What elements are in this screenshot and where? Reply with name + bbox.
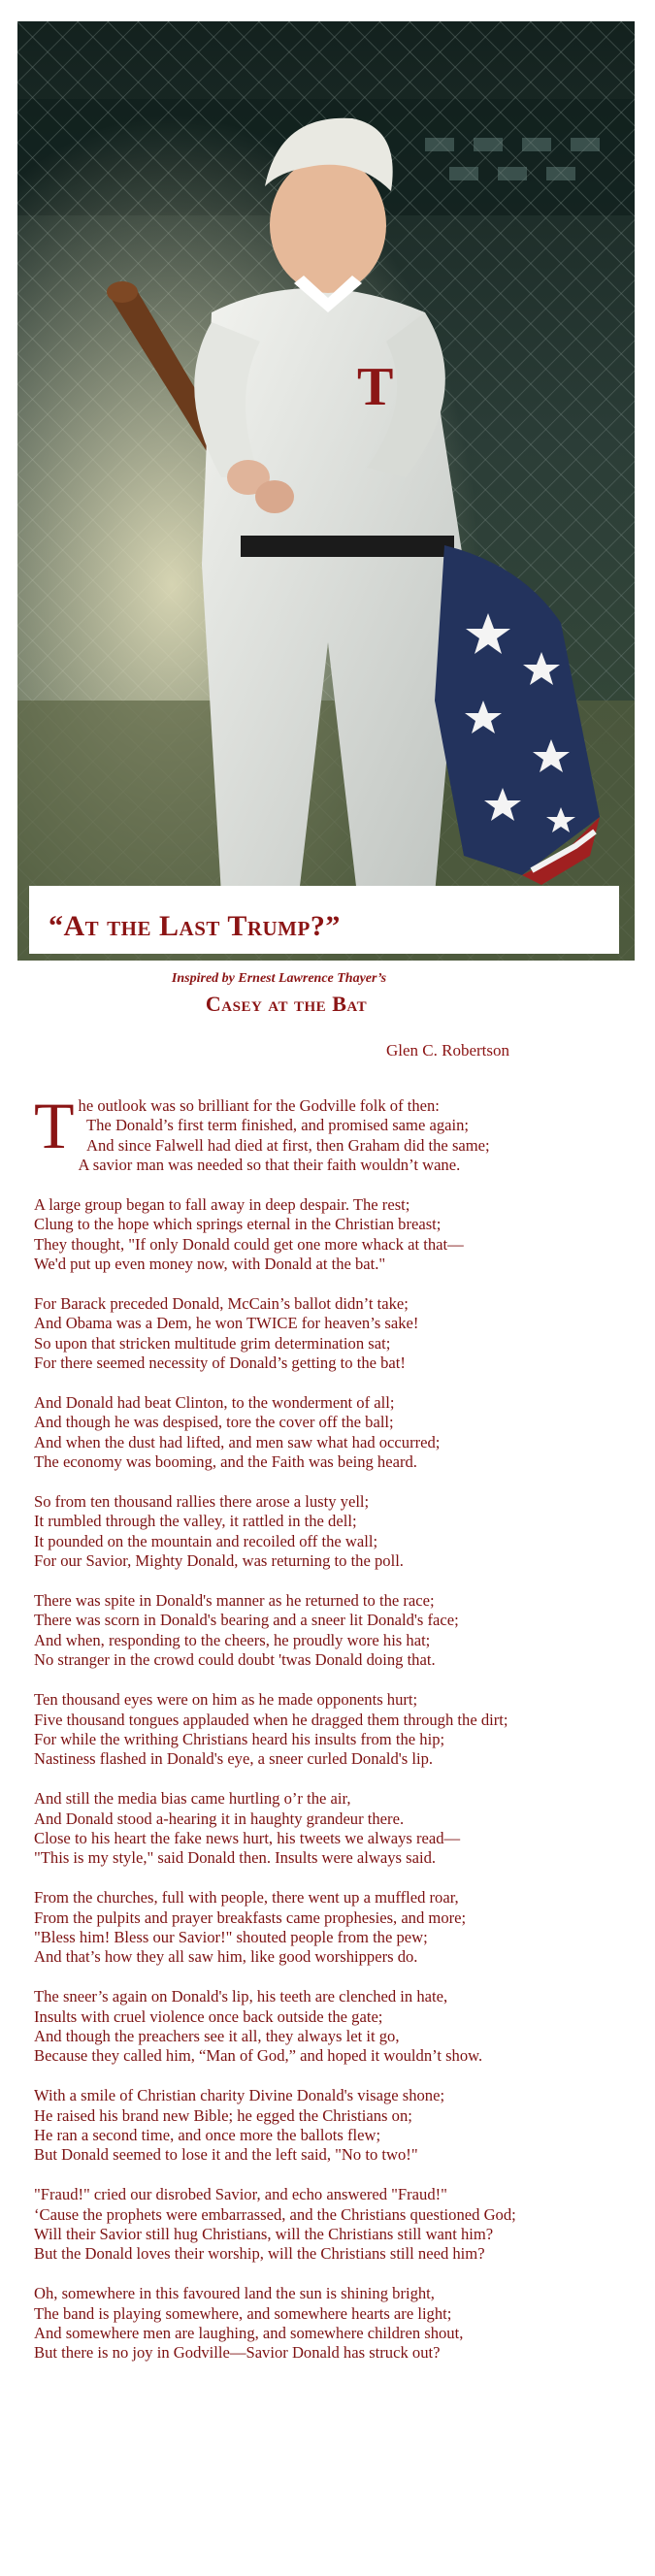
- poem-line: And Donald had beat Clinton, to the wonderment of all;: [34, 1393, 395, 1413]
- page-title: “At the Last Trump?”: [49, 910, 341, 942]
- hero-illustration: [17, 21, 635, 961]
- poem-line: And Donald stood a-hearing it in haughty grandeur there.: [34, 1809, 405, 1828]
- poem-line: And though he was despised, tore the cover off the ball;: [34, 1413, 394, 1432]
- poem-line: The economy was booming, and the Faith was being heard.: [34, 1452, 417, 1472]
- poem-line: "Bless him! Bless our Savior!" shouted people from the pew;: [34, 1927, 428, 1946]
- poem-line: And when, responding to the cheers, he proudly wore his hat;: [34, 1630, 431, 1649]
- poem-line: From the pulpits and prayer breakfasts came prophesies, and more;: [34, 1908, 467, 1927]
- poem-line: And since Falwell had died at first, then Graham did the same;: [86, 1135, 490, 1155]
- poem-stanza: [34, 1195, 631, 1275]
- poem-line: For there seemed necessity of Donald’s getting to the bat!: [34, 1353, 406, 1373]
- poem-line: For while the writhing Christians heard his insults from the hip;: [34, 1729, 445, 1748]
- poem-line: And Obama was a Dem, he won TWICE for heaven’s sake!: [34, 1314, 419, 1333]
- poem-line: Nastiness flashed in Donald's eye, a sneer curled Donald's lip.: [34, 1749, 434, 1769]
- poem-stanza: [34, 2284, 631, 2364]
- poem-line: Because they called him, “Man of God,” and hoped it wouldn’t show.: [34, 2046, 483, 2066]
- monogram-icon: T: [357, 357, 394, 417]
- poem-line: The sneer’s again on Donald's lip, his teeth are clenched in hate,: [34, 1987, 448, 2006]
- poem-stanza: [34, 1492, 631, 1572]
- poem-line: So from ten thousand rallies there arose a lusty yell;: [34, 1492, 370, 1512]
- poem-line: And though the preachers see it all, they always let it go,: [34, 2026, 400, 2045]
- poem-line: Close to his heart the fake news hurt, his tweets we always read—: [34, 1828, 461, 1847]
- poem-line: There was spite in Donald's manner as he returned to the race;: [34, 1591, 435, 1611]
- poem-stanza: [34, 1393, 631, 1473]
- poem-line: "Fraud!" cried our disrobed Savior, and echo answered "Fraud!": [34, 2185, 447, 2204]
- poem-stanza: [34, 1591, 631, 1671]
- inspired-by-line: Inspired by Ernest Lawrence Thayer’s: [171, 971, 387, 986]
- poem-line: For Barack preceded Donald, McCain’s ballot didn’t take;: [34, 1294, 409, 1314]
- poem-line: For our Savior, Mighty Donald, was returning to the poll.: [34, 1551, 404, 1571]
- poem-line: From the churches, full with people, there went up a muffled roar,: [34, 1888, 459, 1908]
- poem-stanza: [34, 1294, 631, 1374]
- poem-line: But there is no joy in Godville—Savior Donald has struck out?: [34, 2343, 441, 2363]
- poem-line: Ten thousand eyes were on him as he made opponents hurt;: [34, 1690, 418, 1710]
- poem-stanza: [34, 1888, 631, 1968]
- poem-line: It rumbled through the valley, it rattled in the dell;: [34, 1512, 357, 1531]
- poem-line: So upon that stricken multitude grim determination sat;: [34, 1333, 391, 1353]
- poem-line: ‘Cause the prophets were embarrassed, and the Christians questioned God;: [34, 2204, 516, 2224]
- poem-line: But Donald seemed to lose it and the left said, "No to two!": [34, 2145, 418, 2165]
- poem-line: And still the media bias came hurtling o’r the air,: [34, 1789, 351, 1809]
- poem-line: With a smile of Christian charity Divine Donald's visage shone;: [34, 2086, 445, 2105]
- drop-cap: T: [34, 1089, 75, 1162]
- poem-line: It pounded on the mountain and recoiled off the wall;: [34, 1531, 378, 1550]
- poem-stanza: [34, 1987, 631, 2067]
- source-title: Casey at the Bat: [205, 992, 368, 1016]
- poem-line: And that’s how they all saw him, like good worshippers do.: [34, 1947, 418, 1967]
- poem-line: There was scorn in Donald's bearing and a sneer lit Donald's face;: [34, 1611, 459, 1630]
- poem-line: A large group began to fall away in deep despair. The rest;: [34, 1195, 410, 1215]
- poem-stanza: [34, 2086, 631, 2166]
- poem-line: "This is my style," said Donald then. Insults were always said.: [34, 1848, 437, 1868]
- poem-line: Will their Savior still hug Christians, will the Christians still want him?: [34, 2224, 494, 2243]
- poem-line: No stranger in the crowd could doubt 'twas Donald doing that.: [34, 1650, 436, 1670]
- poem-body: [34, 1089, 631, 2383]
- poem-line: he outlook was so brilliant for the Godville folk of then:: [78, 1096, 440, 1115]
- poem-line: Clung to the hope which springs eternal in the Christian breast;: [34, 1215, 442, 1234]
- poem-line: Insults with cruel violence once back outside the gate;: [34, 2006, 383, 2026]
- poem-line: And when the dust had lifted, and men saw what had occurred;: [34, 1432, 441, 1451]
- poem-stanza: [34, 2185, 631, 2265]
- poem-line: We'd put up even money now, with Donald at the bat.": [34, 1255, 386, 1274]
- poem-line: A savior man was needed so that their faith wouldn’t wane.: [78, 1156, 461, 1175]
- baseball-player-illustration-icon: [17, 21, 635, 961]
- poem-stanza: [34, 1089, 631, 1176]
- poem-stanza: [34, 1690, 631, 1770]
- poem-line: But the Donald loves their worship, will the Christians still need him?: [34, 2244, 485, 2264]
- poem-line: Oh, somewhere in this favoured land the sun is shining bright,: [34, 2284, 435, 2303]
- poem-line: He ran a second time, and once more the ballots flew;: [34, 2125, 381, 2144]
- poem-line: And somewhere men are laughing, and somewhere children shout,: [34, 2324, 464, 2342]
- poem-line: He raised his brand new Bible; he egged the Christians on;: [34, 2105, 412, 2125]
- poem-line: They thought, "If only Donald could get one more whack at that—: [34, 1234, 464, 1254]
- poem-line: The band is playing somewhere, and somewhere hearts are light;: [34, 2303, 452, 2323]
- poem-line: The Donald’s first term finished, and promised same again;: [86, 1116, 470, 1135]
- author-name: Glen C. Robertson: [386, 1041, 510, 1060]
- poem-stanza: [34, 1789, 631, 1869]
- poem-line: Five thousand tongues applauded when he dragged them through the dirt;: [34, 1710, 508, 1729]
